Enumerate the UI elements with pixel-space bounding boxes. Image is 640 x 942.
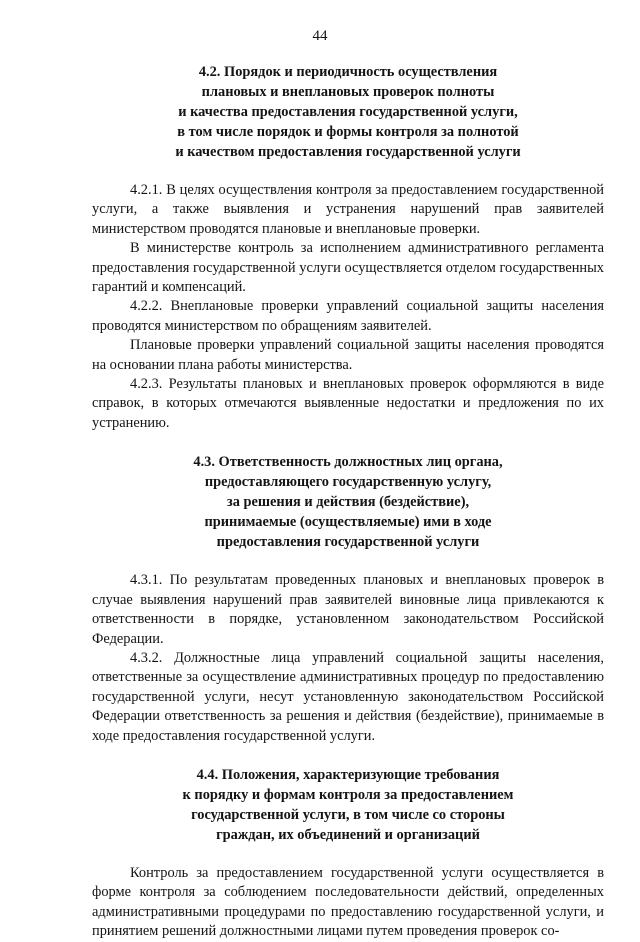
- section-heading-4-3: [92, 452, 604, 552]
- heading-line: принимаемые (осуществляемые) ими в ходе: [204, 514, 492, 531]
- paragraph: Плановые проверки управлений социальной защиты населения проводятся на основании плана работы министерства.: [92, 337, 604, 373]
- heading-line: 4.3. Ответственность должностных лиц органа,: [193, 454, 503, 471]
- heading-line: и качества предоставления государственной услуги,: [178, 104, 518, 120]
- page-number: 44: [312, 28, 328, 44]
- heading-line: в том числе порядок и формы контроля за полнотой: [177, 124, 519, 140]
- document-body: [92, 62, 604, 942]
- paragraph-4-3-2: 4.3.2. Должностные лица управлений социальной защиты населения, ответственные за осуществление административных процедур по предоставлению государственной услуги, несут установленную законодательством Российской Федерации ответственность за решения и действия (бездействие), принимаемые в ходе предоставления государственной услуги.: [92, 649, 604, 744]
- heading-line: за решения и действия (бездействие),: [226, 494, 470, 511]
- paragraph-4-3-1: 4.3.1. По результатам проведенных плановых и внеплановых проверок в случае выявления нарушений прав заявителей виновные лица привлекаются к ответственности в порядке, установленном законодательством Российской Федерации.: [92, 572, 604, 647]
- paragraph-4-2-3: 4.2.3. Результаты плановых и внеплановых проверок оформляются в виде справок, в которых отмечаются выявленные недостатки и предложения по их устранению.: [92, 376, 604, 431]
- heading-line: и качеством предоставления государственной услуги: [175, 144, 521, 160]
- heading-line: предоставления государственной услуги: [216, 534, 480, 551]
- heading-line: граждан, их объединений и организаций: [216, 826, 480, 843]
- heading-line: предоставляющего государственную услугу,: [204, 474, 492, 491]
- paragraph-4-4: Контроль за предоставлением государственной услуги осуществляется в форме контроля за соблюдением последовательности действий, определенных административными процедурами по предоставлению государственной услуги, и принятием решений должностными лицами путем проведения проверок со-: [92, 864, 604, 940]
- heading-line: государственной услуги, в том числе со стороны: [191, 806, 505, 823]
- section-heading-4-2: [92, 62, 604, 162]
- heading-line: к порядку и формам контроля за предоставлением: [182, 786, 514, 803]
- heading-line: плановых и внеплановых проверок полноты: [201, 84, 495, 100]
- paragraph-4-2-1: 4.2.1. В целях осуществления контроля за предоставлением государственной услуги, а также выявления и устранения нарушений прав заявителей министерством проводятся плановые и внеплановые проверки.: [92, 182, 604, 237]
- heading-line: 4.4. Положения, характеризующие требования: [196, 766, 500, 783]
- paragraph: В министерстве контроль за исполнением административного регламента предоставления государственной услуги осуществляется отделом государственных гарантий и компенсаций.: [92, 240, 604, 296]
- heading-line: 4.2. Порядок и периодичность осуществления: [198, 64, 498, 80]
- section-heading-4-4: [92, 765, 604, 845]
- paragraph-4-2-2: 4.2.2. Внеплановые проверки управлений социальной защиты населения проводятся министерством по обращениям заявителей.: [92, 298, 604, 334]
